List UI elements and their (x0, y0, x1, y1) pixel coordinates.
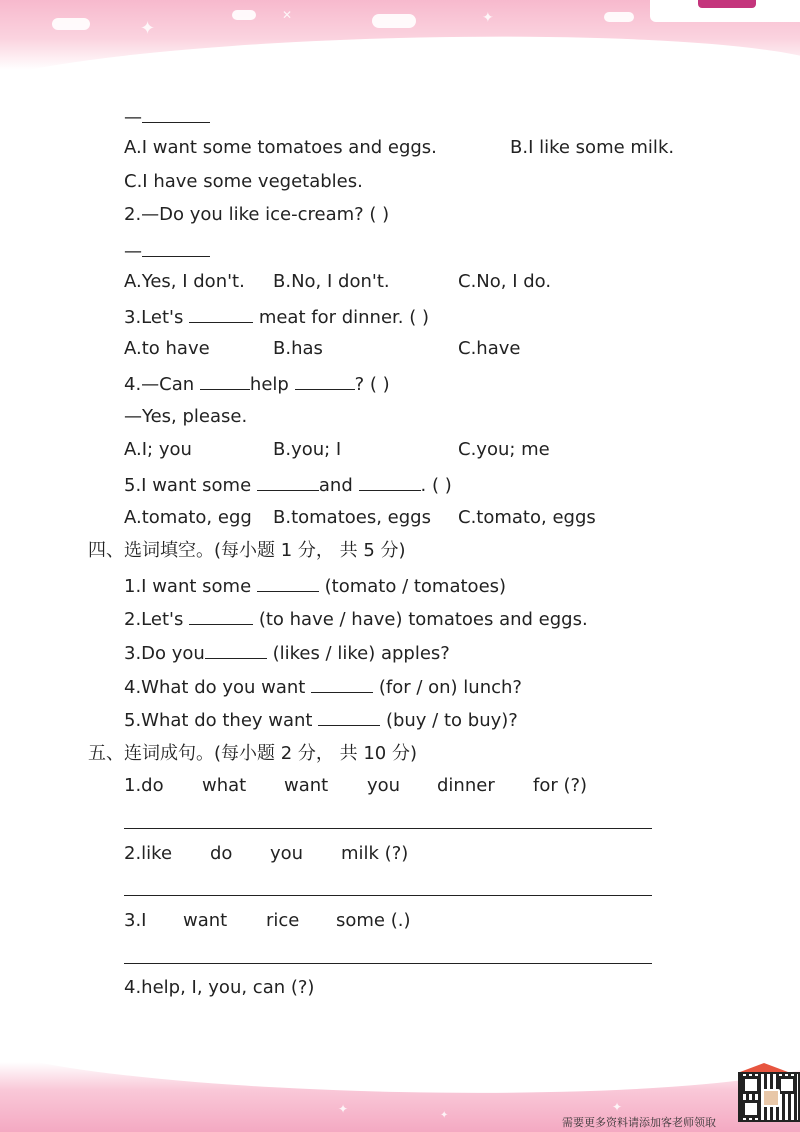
section4-item-3-pre: 3.Do you (124, 643, 205, 664)
section4-item-3-blank (205, 640, 267, 659)
q3-option-b: B.has (273, 338, 323, 359)
q5-blank-1 (257, 472, 319, 491)
section5-answer-line-3 (124, 963, 652, 964)
section5-item-3-word: 3.I (124, 910, 147, 931)
q5-option-c: C.tomato, eggs (458, 507, 596, 528)
q2-option-b: B.No, I don't. (273, 271, 390, 292)
section5-answer-line-1 (124, 828, 652, 829)
section5-item-1-word: you (367, 775, 401, 796)
section5-item-3-word: some (.) (336, 910, 411, 931)
q5-option-b: B.tomatoes, eggs (273, 507, 431, 528)
section4-item-2-post: (to have / have) tomatoes and eggs. (258, 609, 588, 630)
section4-item-1-blank (257, 573, 319, 592)
q1-answer-line (124, 104, 210, 130)
section4-item-2-pre: 2.Let's (124, 609, 184, 630)
q1-answer-blank (142, 104, 210, 123)
q2-answer-blank (142, 238, 210, 257)
section5-item-1-word: dinner (437, 775, 495, 796)
cloud-icon (372, 14, 416, 28)
section4-item-3 (124, 640, 450, 666)
section4-item-2-blank (189, 606, 253, 625)
q2-answer-prefix: — (124, 241, 142, 262)
qr-code (738, 1072, 800, 1122)
section4-item-4-blank (311, 674, 373, 693)
star-icon: ✦ (612, 1100, 623, 1114)
q3-option-a: A.to have (124, 338, 210, 359)
section5-item-2-word: milk (?) (341, 843, 409, 864)
avatar (762, 1089, 780, 1107)
section5-item-2-word: do (210, 843, 233, 864)
q2-option-c: C.No, I do. (458, 271, 552, 292)
q5-blank-2 (359, 472, 421, 491)
section4-item-5-pre: 5.What do they want (124, 710, 313, 731)
q4-option-b: B.you; I (273, 439, 342, 460)
section4-item-2 (124, 606, 588, 632)
star-icon: ✦ (338, 1102, 349, 1116)
q2-stem: 2.—Do you like ice-cream? ( ) (124, 204, 390, 225)
section5-item-1-word: want (284, 775, 329, 796)
section4-item-1-post: (tomato / tomatoes) (324, 576, 507, 597)
q3-option-c: C.have (458, 338, 521, 359)
section4-title: 四、选词填空。(每小题 1 分， 共 5 分) (88, 540, 406, 561)
q4-reply: —Yes, please. (124, 406, 248, 427)
section5-item-1-word: 1.do (124, 775, 164, 796)
cloud-icon (52, 18, 90, 30)
section4-item-4-post: (for / on) lunch? (378, 677, 522, 698)
star-icon: ✕ (282, 8, 293, 22)
section4-item-5 (124, 707, 518, 733)
qr-note: 需要更多资料请添加客老师领取 (562, 1116, 716, 1129)
section5-item-1-word: what (202, 775, 247, 796)
logo-mark (698, 0, 756, 8)
q3-post: meat for dinner. ( ) (258, 307, 429, 328)
section4-item-5-blank (318, 707, 380, 726)
q4-option-c: C.you; me (458, 439, 550, 460)
sparkle-icon: ✦ (440, 1110, 449, 1121)
section5-answer-line-2 (124, 895, 652, 896)
qr-eye (742, 1100, 760, 1118)
section4-item-4 (124, 674, 522, 700)
q4-blank-2 (295, 371, 355, 390)
section4-item-5-post: (buy / to buy)? (385, 710, 518, 731)
q1-option-c: C.I have some vegetables. (124, 171, 363, 192)
q1-answer-prefix: — (124, 107, 142, 128)
q5-stem (124, 472, 452, 498)
section5-item-3-word: rice (266, 910, 300, 931)
q3-stem (124, 304, 429, 330)
q5-pre: 5.I want some (124, 475, 252, 496)
section4-item-3-post: (likes / like) apples? (272, 643, 450, 664)
q4-pre: 4.—Can (124, 374, 195, 395)
header-wave (0, 26, 800, 70)
q2-option-a: A.Yes, I don't. (124, 271, 245, 292)
qr-roof-icon (740, 1063, 788, 1072)
section5-item-2-word: you (270, 843, 304, 864)
qr-eye (742, 1076, 760, 1094)
footer-wave (0, 1062, 800, 1101)
q3-blank (189, 304, 253, 323)
section4-item-4-pre: 4.What do you want (124, 677, 306, 698)
section4-item-1 (124, 573, 506, 599)
q5-option-a: A.tomato, egg (124, 507, 252, 528)
q4-post: ? ( ) (354, 374, 390, 395)
q1-option-a: A.I want some tomatoes and eggs. (124, 137, 437, 158)
section5-item-1-word: for (?) (533, 775, 588, 796)
q4-stem (124, 371, 390, 397)
section5-item-3-word: want (183, 910, 228, 931)
cloud-icon (604, 12, 634, 22)
q4-blank-1 (200, 371, 250, 390)
sparkle-icon: ✦ (140, 18, 156, 39)
sparkle-icon: ✦ (482, 10, 494, 26)
q5-post: . ( ) (420, 475, 452, 496)
section4-item-1-pre: 1.I want some (124, 576, 252, 597)
q5-mid: and (318, 475, 353, 496)
qr-eye (778, 1076, 796, 1094)
q3-pre: 3.Let's (124, 307, 184, 328)
q1-option-b: B.I like some milk. (510, 137, 675, 158)
q4-mid: help (249, 374, 289, 395)
cloud-icon (232, 10, 256, 20)
section5-item-2-word: 2.like (124, 843, 173, 864)
q2-answer-line (124, 238, 210, 264)
section5-item-4: 4.help, I, you, can (?) (124, 977, 315, 998)
q4-option-a: A.I; you (124, 439, 192, 460)
section5-title: 五、连词成句。(每小题 2 分， 共 10 分) (88, 743, 418, 764)
header-corner (650, 0, 800, 22)
